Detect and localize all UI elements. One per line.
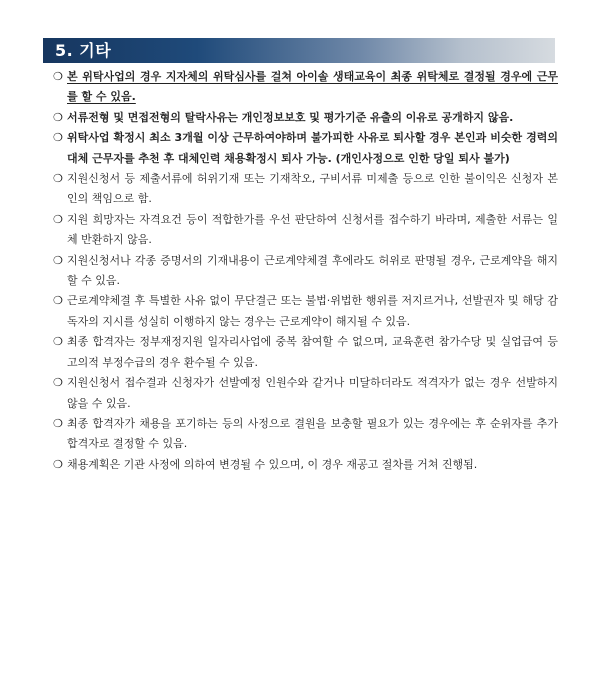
list-item bbox=[53, 291, 558, 332]
section-title: 5. 기타 bbox=[55, 41, 112, 60]
bullet-icon: ❍ bbox=[53, 212, 63, 226]
bullet-icon: ❍ bbox=[53, 335, 63, 349]
list-item bbox=[53, 169, 558, 210]
bullet-icon: ❍ bbox=[53, 253, 63, 267]
item-text: 최종 합격자는 정부재정지원 일자리사업에 중복 참여할 수 없으며, 교육훈련 참가수당 및 실업급여 등 고의적 부정수급의 경우 환수될 수 있음. bbox=[67, 335, 558, 369]
item-text: 최종 합격자가 채용을 포기하는 등의 사정으로 결원을 보충할 필요가 있는 경우에는 후 순위자를 추가합격자로 결정할 수 있음. bbox=[67, 416, 558, 451]
bullet-icon: ❍ bbox=[53, 70, 63, 83]
item-text: 지원신청서나 각종 증명서의 기재내용이 근로계약체결 후에라도 허위로 판명될 경우, 근로계약을 해지할 수 있음. bbox=[67, 253, 558, 288]
list-item bbox=[53, 128, 558, 169]
item-text: 지원 희망자는 자격요건 등이 적합한가를 우선 판단하여 신청서를 접수하기 바라며, 제출한 서류는 일체 반환하지 않음. bbox=[67, 212, 558, 247]
list-item bbox=[53, 67, 558, 108]
list-item bbox=[53, 210, 558, 251]
bullet-icon: ❍ bbox=[53, 294, 63, 308]
list-item bbox=[53, 455, 558, 475]
bullet-icon: ❍ bbox=[53, 131, 63, 145]
item-text: 지원신청서 접수결과 신청자가 선발예정 인원수와 같거나 미달하더라도 적격자가 없는 경우 선발하지 않을 수 있음. bbox=[67, 376, 558, 410]
notice-list bbox=[53, 67, 558, 475]
bullet-icon: ❍ bbox=[53, 376, 63, 390]
list-item bbox=[53, 373, 558, 414]
list-item bbox=[53, 332, 558, 373]
bullet-icon: ❍ bbox=[53, 416, 63, 430]
bullet-icon: ❍ bbox=[53, 172, 63, 186]
item-text: 서류전형 및 면접전형의 탈락사유는 개인정보보호 및 평가기준 유출의 이유로 공개하지 않음. bbox=[67, 110, 514, 124]
item-text: 본 위탁사업의 경우 지자체의 위탁심사를 걸쳐 아이솔 생태교육이 최종 위탁체로 결정될 경우에 근무를 할 수 있음. bbox=[67, 70, 558, 104]
item-text: 지원신청서 등 제출서류에 허위기재 또는 기재착오, 구비서류 미제출 등으로 인한 불이익은 신청자 본인의 책임으로 함. bbox=[67, 172, 558, 206]
section-header bbox=[43, 38, 555, 63]
list-item bbox=[53, 414, 558, 455]
item-text: 채용계획은 기관 사정에 의하여 변경될 수 있으며, 이 경우 재공고 절차를 거쳐 진행됨. bbox=[67, 457, 478, 471]
list-item bbox=[53, 108, 558, 128]
bullet-icon: ❍ bbox=[53, 110, 63, 124]
bullet-icon: ❍ bbox=[53, 457, 63, 471]
item-text: 근로계약체결 후 특별한 사유 없이 무단결근 또는 불법·위법한 행위를 저지르거나, 선발권자 및 해당 감독자의 지시를 성실히 이행하지 않는 경우는 근로계약이 해지될 수 있음. bbox=[67, 294, 558, 328]
item-text: 위탁사업 확정시 최소 3개월 이상 근무하여야하며 불가피한 사유로 퇴사할 경우 본인과 비슷한 경력의 대체 근무자를 추천 후 대체인력 채용확정시 퇴사 가능. (개인사정으로 인한 당일 퇴사 불가) bbox=[67, 131, 558, 165]
list-item bbox=[53, 251, 558, 292]
